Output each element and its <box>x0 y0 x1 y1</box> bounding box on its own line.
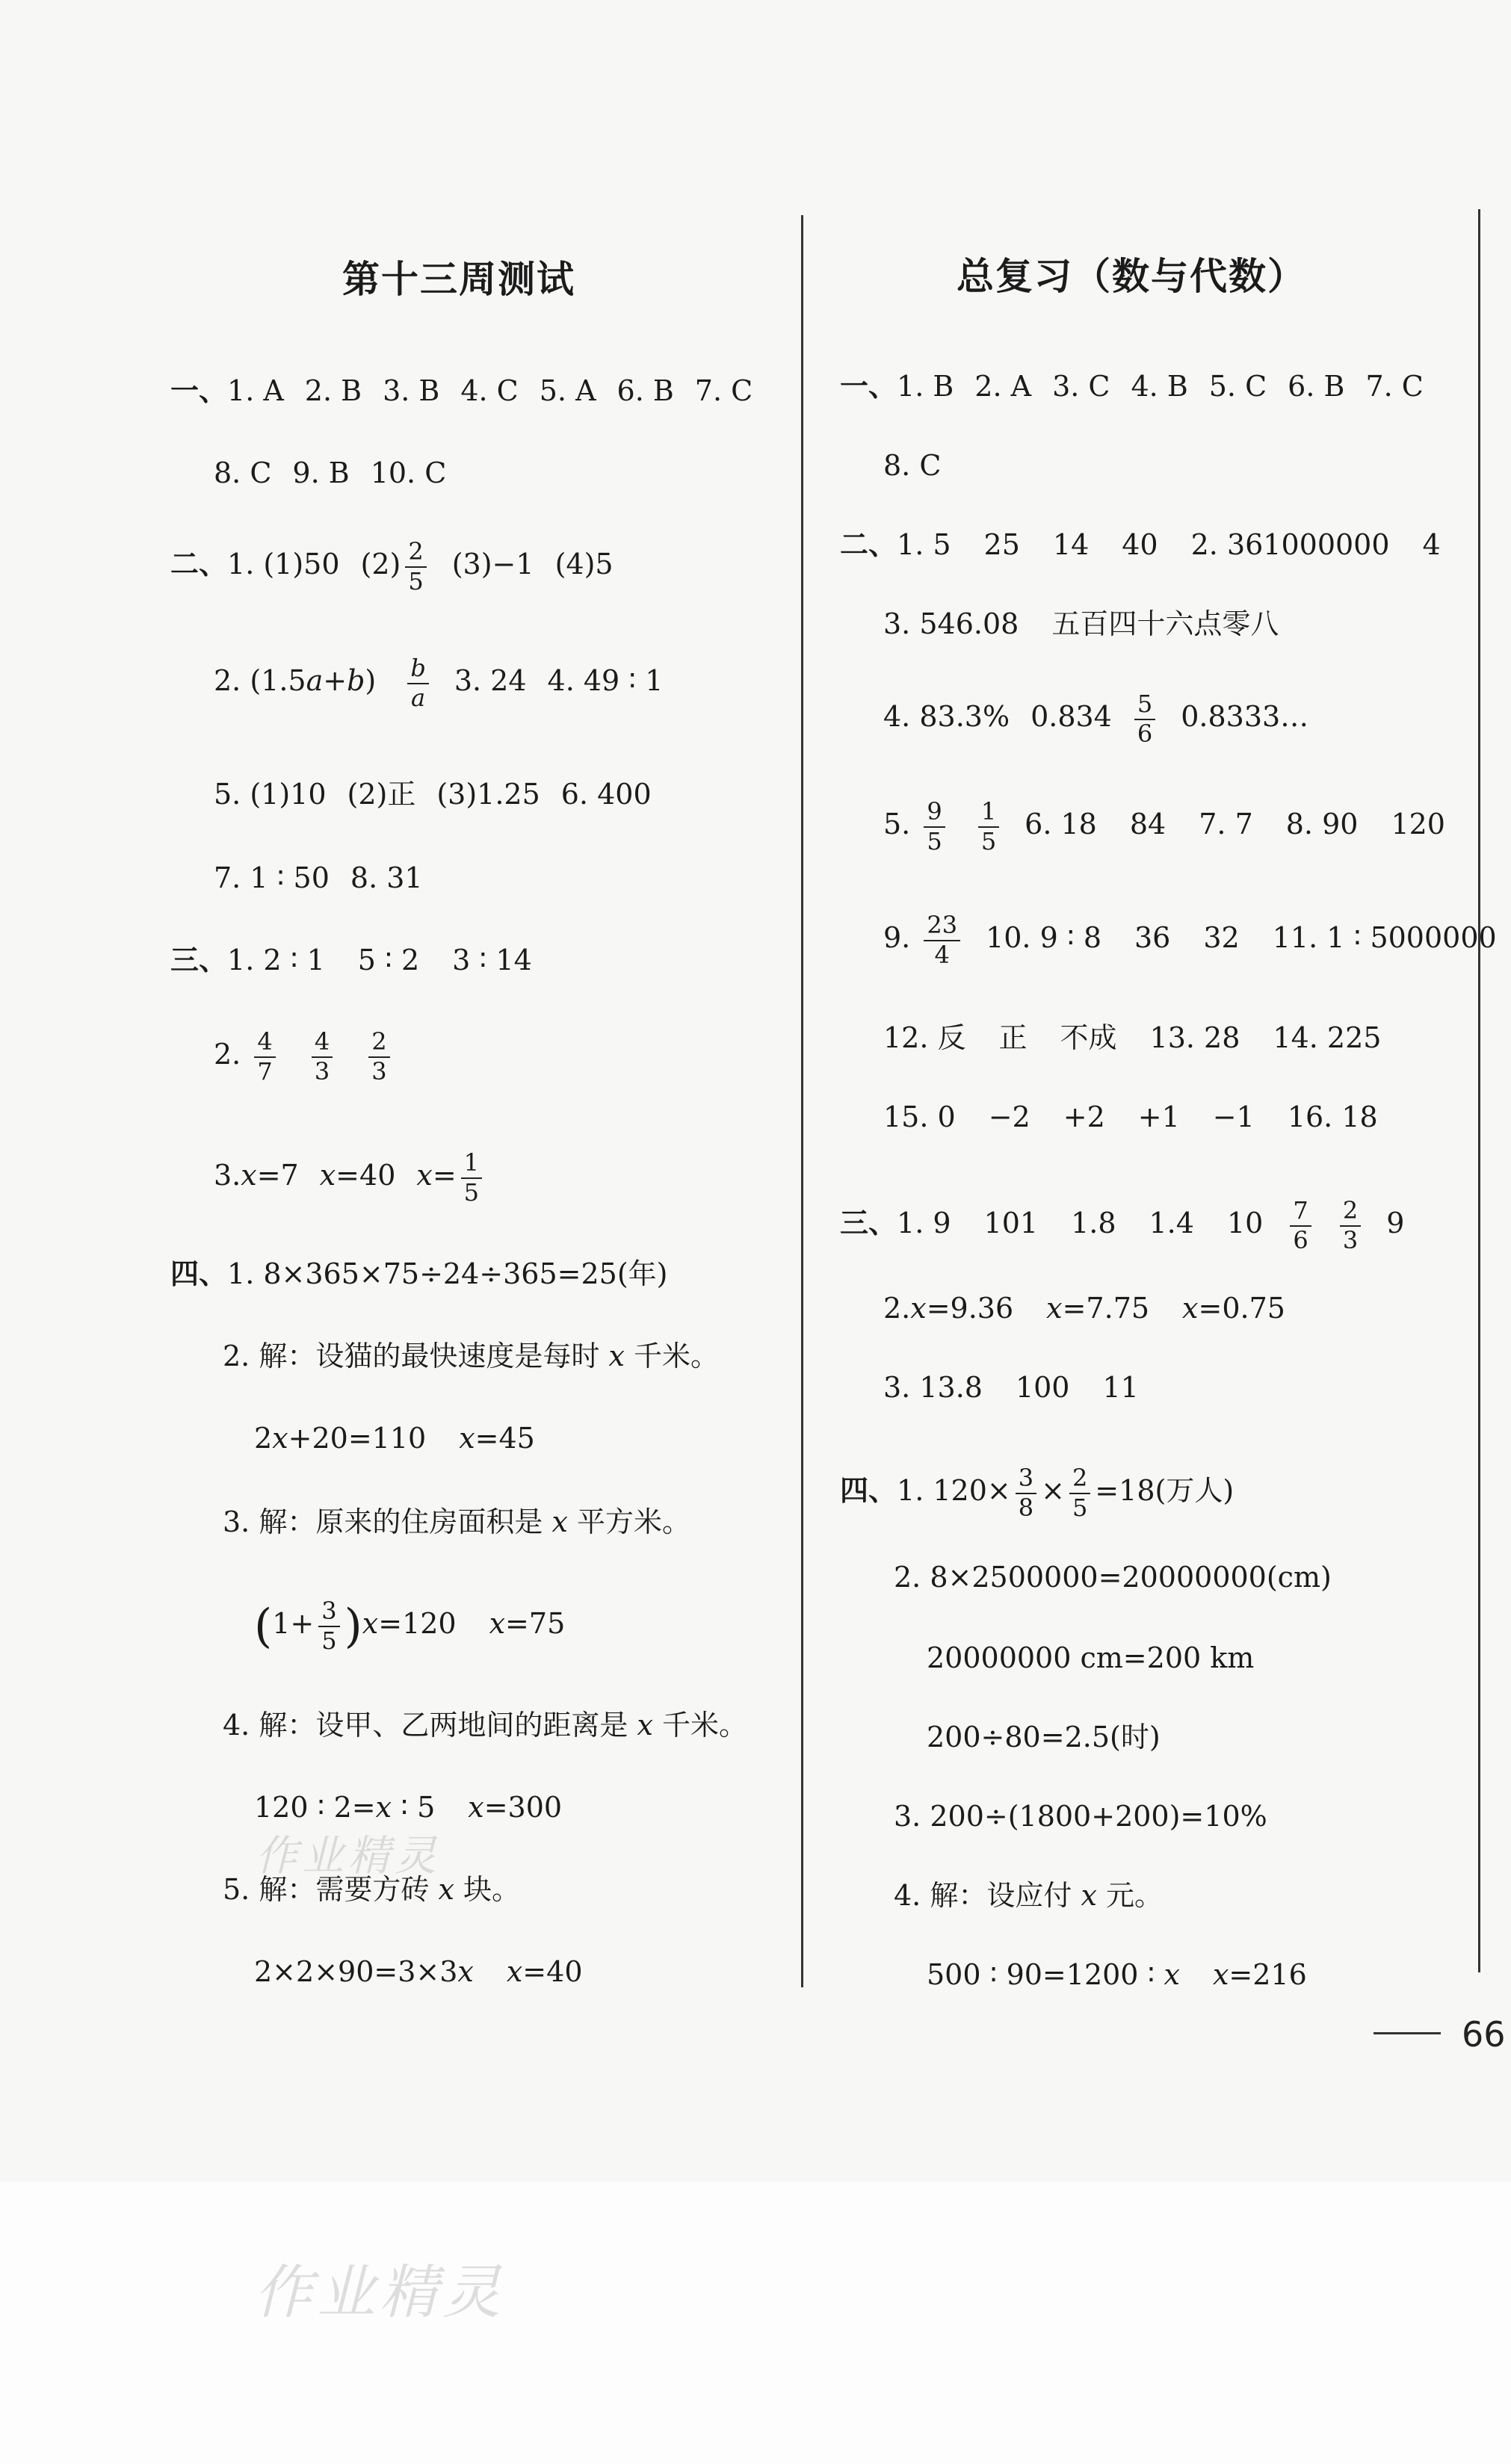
answer: 8. C <box>883 449 942 482</box>
answer: 5 ∶ 2 <box>357 944 420 976</box>
question: 千米。 <box>633 1340 719 1372</box>
variable: x <box>468 1791 484 1824</box>
answer: +2 <box>1063 1101 1105 1133</box>
answer: 2 <box>254 1422 273 1455</box>
answer: 14 <box>1052 528 1090 561</box>
answer: 500 ∶ 90=1200 ∶ <box>927 1958 1164 1991</box>
page-number-dash <box>1374 2032 1441 2034</box>
answer: 8. 31 <box>350 861 423 894</box>
question-number: 2. <box>883 1292 911 1325</box>
right-s2-q15 <box>883 1103 1378 1131</box>
answer: 1+ <box>272 1607 315 1641</box>
answer: 6. B <box>1288 370 1345 403</box>
denominator: 5 <box>463 1177 480 1207</box>
left-s4-q5-eq <box>254 1957 583 1986</box>
answer: 2. (1.5 <box>214 664 306 698</box>
answer: 16. 18 <box>1287 1101 1378 1133</box>
fraction <box>1290 1198 1311 1253</box>
question: 块。 <box>463 1873 520 1906</box>
section-label: 四、 <box>840 1474 897 1508</box>
variable: x <box>637 1709 653 1742</box>
fraction <box>924 799 945 854</box>
answer: 10. C <box>370 456 447 489</box>
right-s2-q1 <box>840 530 1441 559</box>
column-divider <box>801 215 803 1987</box>
answer: (2) <box>360 548 401 581</box>
denominator: 5 <box>980 826 997 855</box>
answer: 5. C <box>1208 370 1267 403</box>
left-s4-q2-eq <box>254 1422 535 1455</box>
right-s4-q3: 3. 200÷(1800+200)=10% <box>894 1800 1267 1833</box>
denominator: 6 <box>1293 1225 1308 1254</box>
denominator: 7 <box>257 1056 273 1086</box>
answer: 2. B <box>304 374 362 407</box>
answer: +20=110 <box>288 1422 427 1455</box>
fraction <box>254 1027 275 1086</box>
left-s1-row1 <box>170 374 753 407</box>
left-s3-q2 <box>214 1027 395 1086</box>
right-s3-q2 <box>883 1292 1285 1325</box>
denominator: 8 <box>1018 1493 1034 1522</box>
denominator: 5 <box>321 1626 337 1655</box>
answer: 7. 1 ∶ 50 <box>214 861 330 894</box>
answer: 3. C <box>1052 370 1110 403</box>
variable: b <box>347 664 365 698</box>
numerator: 4 <box>312 1030 333 1058</box>
numerator: 1 <box>978 799 999 828</box>
left-s4-q4-eq <box>254 1791 563 1824</box>
answer: −2 <box>988 1101 1030 1133</box>
denominator: 4 <box>934 940 950 969</box>
answer: 1. (1)50 <box>227 548 340 581</box>
answer: 1. 8×365×75÷24÷365=25(年) <box>227 1257 668 1290</box>
right-title: 总复习（数与代数） <box>957 255 1306 298</box>
operator: + <box>323 664 347 698</box>
denominator: 3 <box>1342 1225 1359 1254</box>
answer: 5. (1)10 <box>214 778 327 811</box>
answer: 9 <box>1386 1207 1405 1240</box>
answer: 4. 49 ∶ 1 <box>547 664 664 698</box>
numerator: 2 <box>1069 1466 1090 1494</box>
section-label: 二、 <box>840 528 897 561</box>
answer: 9. B <box>292 456 350 489</box>
numerator: 3 <box>1016 1466 1036 1494</box>
section-label: 三、 <box>170 944 228 976</box>
question-number: 5. <box>883 808 911 841</box>
right-s1-row2 <box>883 451 941 480</box>
variable: x <box>319 1159 336 1192</box>
answer: 11. 1 ∶ 5000000 <box>1272 921 1497 955</box>
question: 千米。 <box>661 1709 747 1742</box>
question-number: 2. <box>214 1038 241 1071</box>
question-number: 9. <box>883 921 911 955</box>
answer: =45 <box>475 1422 535 1455</box>
answer: 6. 400 <box>560 778 652 811</box>
fraction <box>978 799 999 854</box>
left-s2-q5 <box>214 778 652 811</box>
answer: 1. 2 ∶ 1 <box>227 944 325 976</box>
variable: x <box>272 1422 288 1455</box>
numerator: 7 <box>1290 1198 1311 1227</box>
answer: (4)5 <box>554 548 614 581</box>
answer: 12. 反 <box>883 1021 966 1054</box>
answer: 6. 18 <box>1025 808 1097 841</box>
answer: 2. 361000000 <box>1190 528 1390 561</box>
fraction <box>461 1148 482 1207</box>
variable: x <box>459 1422 475 1455</box>
section-label: 二、 <box>170 548 228 581</box>
answer: 10 <box>1226 1207 1264 1240</box>
answer: 3. 13.8 <box>883 1371 983 1404</box>
answer: 2. A <box>974 370 1032 403</box>
variable: x <box>910 1292 927 1325</box>
paren: ( <box>254 1598 273 1653</box>
answer: 120 <box>1391 808 1445 841</box>
question-number: 3. <box>214 1159 241 1192</box>
answer: 10. 9 ∶ 8 <box>986 921 1101 955</box>
answer: 3 ∶ 14 <box>452 944 532 976</box>
answer: 1.4 <box>1149 1207 1194 1240</box>
right-s2-q4 <box>883 692 1308 746</box>
answer: =40 <box>336 1159 396 1192</box>
answer: 7. 7 <box>1199 808 1253 841</box>
answer: 4. C <box>460 374 519 407</box>
denominator: 3 <box>314 1056 330 1086</box>
left-s4-q3-eq <box>254 1599 565 1653</box>
answer: 5. A <box>539 374 596 407</box>
left-s4-q2 <box>223 1342 719 1370</box>
left-s4-q3 <box>223 1505 690 1538</box>
section-label: 三、 <box>840 1207 897 1240</box>
answer: (2)正 <box>347 778 416 811</box>
denominator: a <box>411 683 426 712</box>
left-s4-q1 <box>170 1257 668 1290</box>
page-number: 66 <box>1462 2014 1506 2055</box>
numerator: 9 <box>924 799 945 828</box>
answer: 32 <box>1203 921 1240 955</box>
denominator: 6 <box>1137 719 1153 748</box>
numerator: 3 <box>318 1599 339 1627</box>
fraction <box>368 1027 389 1086</box>
fraction <box>318 1599 339 1653</box>
answer: 4. 83.3% <box>883 700 1010 734</box>
answer: 3. 546.08 <box>883 607 1019 640</box>
answer: 2×2×90=3×3 <box>254 1955 458 1988</box>
right-edge-rule <box>1478 209 1480 1972</box>
answer: =18(万人) <box>1095 1474 1235 1508</box>
question: 4. 解：设甲、乙两地间的距离是 <box>223 1709 628 1742</box>
right-s3-q3 <box>883 1373 1139 1402</box>
fraction <box>1016 1466 1036 1520</box>
page-bottom-margin <box>0 2182 1511 2464</box>
answer: 1. 5 <box>897 528 951 561</box>
watermark: 作业精灵 <box>256 1832 441 1880</box>
fraction <box>924 913 960 968</box>
numerator: 2 <box>405 539 426 568</box>
answer: 8. C <box>214 456 272 489</box>
answer: 正 <box>998 1021 1028 1054</box>
answer: 101 <box>983 1207 1039 1240</box>
fraction <box>312 1027 333 1086</box>
left-title: 第十三周测试 <box>342 258 575 301</box>
right-s3-q1 <box>840 1198 1404 1253</box>
answer: (3)−1 <box>451 548 534 581</box>
answer: 6. B <box>617 374 674 407</box>
answer: 14. 225 <box>1273 1021 1382 1054</box>
denominator: 5 <box>927 826 942 855</box>
answer: 120 ∶ 2= <box>254 1791 376 1824</box>
answer: 100 <box>1015 1371 1070 1404</box>
fraction <box>1340 1198 1361 1253</box>
right-s1-row1 <box>840 370 1424 403</box>
right-s2-q9 <box>883 913 1497 968</box>
right-s4-q4-eq <box>927 1960 1307 1989</box>
fraction <box>407 656 428 711</box>
answer: 3. B <box>383 374 440 407</box>
left-s2-q7 <box>214 861 423 894</box>
question: 3. 解：原来的住房面积是 <box>223 1505 543 1538</box>
numerator: 4 <box>254 1030 275 1058</box>
fraction <box>1069 1466 1090 1520</box>
right-s4-q1 <box>840 1466 1234 1520</box>
answer: −1 <box>1212 1101 1255 1133</box>
variable: x <box>241 1159 257 1192</box>
right-s2-q3 <box>883 607 1279 640</box>
answer: =300 <box>483 1791 563 1824</box>
answer: =75 <box>505 1607 566 1641</box>
section-label: 一、 <box>840 370 897 403</box>
answer: 7. C <box>694 374 753 407</box>
left-s1-row2 <box>214 456 447 489</box>
variable: x <box>1046 1292 1063 1325</box>
answer: 1. B <box>897 370 954 403</box>
answer: 1. A <box>227 374 284 407</box>
left-s2-q2 <box>214 656 663 711</box>
fraction <box>1134 692 1155 746</box>
section-label: 四、 <box>170 1257 228 1290</box>
variable: x <box>375 1791 392 1824</box>
variable: x <box>1164 1958 1180 1991</box>
variable: x <box>551 1505 568 1538</box>
answer: =7 <box>256 1159 299 1192</box>
right-s2-q12 <box>883 1021 1382 1054</box>
answer: 4. B <box>1131 370 1188 403</box>
numerator: 2 <box>368 1030 389 1058</box>
answer: +1 <box>1137 1101 1180 1133</box>
right-s4-q2: 2. 8×2500000=20000000(cm) <box>894 1561 1332 1594</box>
answer: 40 <box>1122 528 1158 561</box>
variable: x <box>457 1955 474 1988</box>
left-s3-q3 <box>214 1148 486 1207</box>
answer: 15. 0 <box>883 1101 956 1133</box>
left-s4-q4 <box>223 1709 747 1742</box>
variable: x <box>506 1955 523 1988</box>
numerator: 23 <box>924 913 960 941</box>
right-s4-q4 <box>894 1881 1163 1910</box>
answer: ∶ 5 <box>392 1791 436 1824</box>
question: 2. 解：设猫的最快速度是每时 <box>223 1340 600 1372</box>
variable: x <box>438 1873 454 1906</box>
fraction <box>405 539 426 594</box>
numerator: 1 <box>461 1151 482 1179</box>
numerator: b <box>407 656 428 684</box>
answer: 36 <box>1134 921 1171 955</box>
answer: (3)1.25 <box>436 778 540 811</box>
section-label: 一、 <box>170 374 228 407</box>
variable: x <box>1182 1292 1199 1325</box>
answer: 4 <box>1422 528 1441 561</box>
answer: 13. 28 <box>1149 1021 1240 1054</box>
left-s2-q1 <box>170 539 614 594</box>
answer: =120 <box>378 1607 457 1641</box>
watermark: 作业精灵 <box>254 2259 506 2327</box>
variable: x <box>489 1607 506 1641</box>
right-s2-q5 <box>883 799 1445 854</box>
answer: 1. 9 <box>897 1207 951 1240</box>
answer: 84 <box>1129 808 1167 841</box>
answer: =216 <box>1229 1958 1307 1991</box>
question: 4. 解：设应付 <box>894 1879 1072 1912</box>
answer: =7.75 <box>1062 1292 1150 1325</box>
answer: 五百四十六点零八 <box>1051 607 1279 640</box>
answer: 1.8 <box>1071 1207 1116 1240</box>
right-s4-q2-b: 20000000 cm=200 km <box>927 1641 1255 1674</box>
denominator: 5 <box>1072 1493 1088 1522</box>
answer: 不成 <box>1060 1021 1117 1054</box>
answer: =9.36 <box>926 1292 1014 1325</box>
denominator: 5 <box>408 566 424 595</box>
question: 5. 解：需要方砖 <box>223 1873 430 1906</box>
question: 平方米。 <box>576 1505 690 1538</box>
answer: 7. C <box>1365 370 1424 403</box>
answer: 1. 120× <box>897 1474 1011 1508</box>
answer: 11 <box>1102 1371 1139 1404</box>
paren: ) <box>344 1598 362 1653</box>
operator: × <box>1041 1474 1065 1508</box>
answer: 8. 90 <box>1285 808 1359 841</box>
denominator: 3 <box>371 1056 387 1086</box>
numerator: 2 <box>1340 1198 1361 1227</box>
paren: ) <box>365 664 377 698</box>
question: 元。 <box>1105 1879 1163 1912</box>
variable: x <box>1212 1958 1229 1991</box>
numerator: 5 <box>1134 692 1155 720</box>
variable: x <box>416 1159 433 1192</box>
answer: =0.75 <box>1198 1292 1285 1325</box>
answer: 0.8333… <box>1181 700 1309 734</box>
answer: 0.834 <box>1030 700 1112 734</box>
right-s4-q2-c: 200÷80=2.5(时) <box>927 1721 1161 1753</box>
variable: x <box>608 1340 625 1372</box>
left-s3-q1 <box>170 946 532 974</box>
answer: 25 <box>983 528 1020 561</box>
variable: a <box>306 664 324 698</box>
variable: x <box>362 1607 379 1641</box>
answer: 3. 24 <box>454 664 527 698</box>
answer: =40 <box>522 1955 583 1988</box>
answer: = <box>432 1159 457 1192</box>
variable: x <box>1081 1879 1097 1912</box>
